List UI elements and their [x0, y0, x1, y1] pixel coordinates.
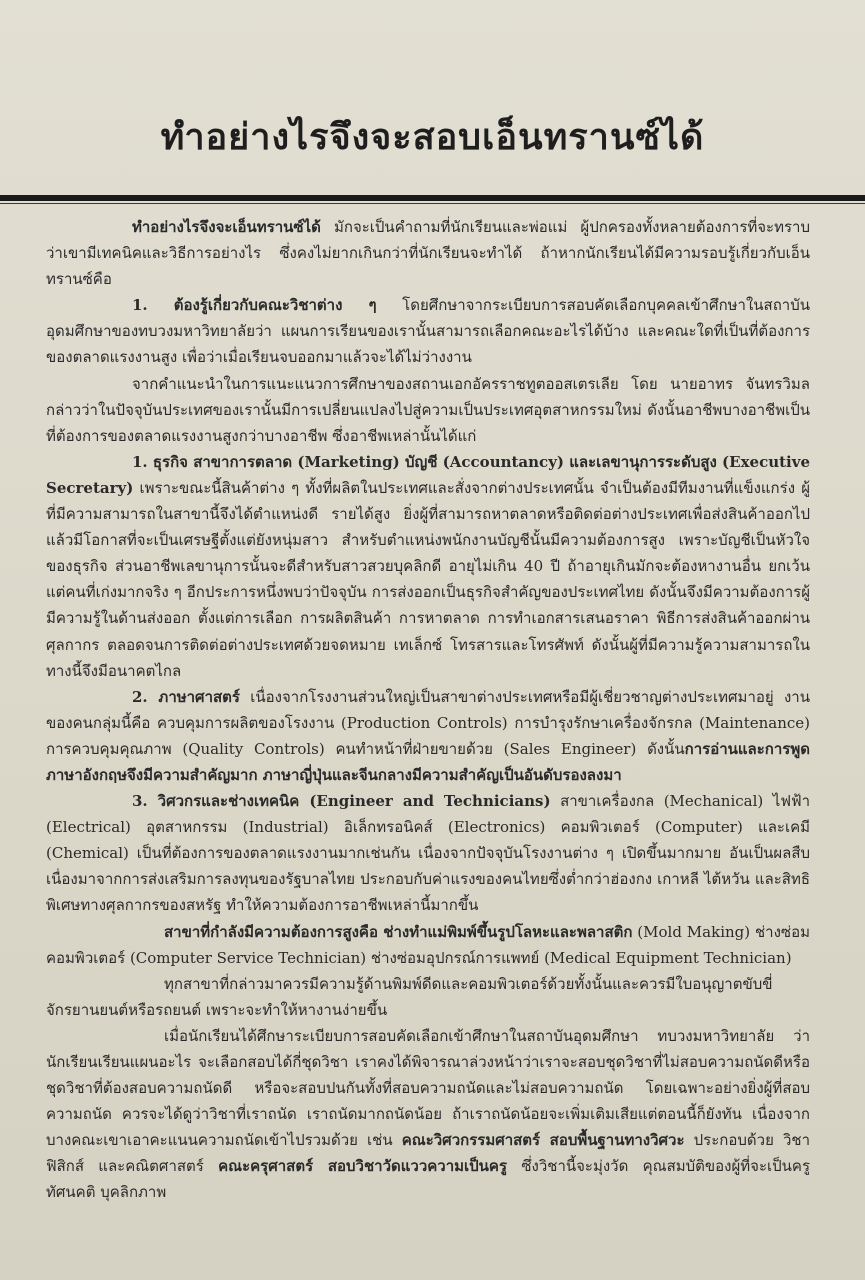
sub2-tail: การอ่านและการพูดภาษาอังกฤษจึงมีความสำคัญมาก ภาษาญี่ปุ่นและจีนกลางมีความสำคัญเป็นอันดับรองลงมา — [46, 739, 810, 784]
last-text: เมื่อนักเรียนได้ศึกษาระเบียบการสอบคัดเลือกเข้าศึกษาในสถาบันอุดมศึกษา ทบวงมหาวิทยาลัย ว่านักเรียนเรียนแผนอะไร จะเลือกสอบได้กี่ชุดวิชา เราคงได้พิจารณาล่วงหน้าว่าเราจะสอบชุดวิชาที่ไม่สอบความถนัดดีหรือชุดวิชาที่ต้องสอบความถนัดดี หรือจะสอบปนกันทั้งที่สอบความถนัดและไม่สอบความถนัด โดยเฉพาะอย่างยิ่งผู้ที่สอบความถนัด ควรจะได้ดูว่าวิชาที่เราถนัด เราถนัดมากถนัดน้อย ถ้าเราถนัดน้อยจะเพิ่มเติมเสียแต่ตอนนี้ก็ยังทัน เนื่องจากบางคณะเขาเอาคะแนนความถนัดเข้าไปรวมด้วย เช่น — [46, 1026, 810, 1150]
paragraph-sub-3 — [46, 788, 810, 918]
all-text: ทุกสาขาที่กล่าวมาควรมีความรู้ด้านพิมพ์ดีดและคอมพิวเตอร์ด้วยทั้งนั้นและควรมีใบอนุญาตขับขี่จักรยานยนต์หรือรถยนต์ เพราะจะทำให้หางานง่ายขึ้น — [46, 974, 773, 1019]
demand-lead: สาขาที่กำลังมีความต้องการสูงคือ ช่างทำแม่พิมพ์ขึ้นรูปโลหะและพลาสติก — [164, 922, 633, 941]
sub2-text: เนื่องจากโรงงานส่วนใหญ่เป็นสาขาต่างประเทศหรือมีผู้เชี่ยวชาญต่างประเทศมาอยู่ งานของคนกลุ่มนี้คือ ควบคุมการผลิตของโรงงาน (Production Controls) การบำรุงรักษาเครื่องจักรกล (Maintenance) การควบคุมคุณภาพ (Quality Controls) คนทำหน้าที่ฝ่ายขายด้วย (Sales Engineer) ดังนั้น — [46, 687, 810, 758]
paragraph-sub-2 — [46, 684, 810, 788]
sub1-text: เพราะขณะนี้สินค้าต่าง ๆ ทั้งที่ผลิตในประเทศและสั่งจากต่างประเทศนั้น จำเป็นต้องมีทีมงานที่แข็งแกร่ง ผู้ที่มีความสามารถในสาขานี้จึงได้ตำแหน่งดี รายได้สูง ยิ่งผู้ที่สามารถหาตลาดหรือติดต่อต่างประเทศเพื่อส่งสินค้าออกไปแล้วมีโอกาสที่จะเป็นเศรษฐีตั้งแต่ยังหนุ่มสาว สำหรับตำแหน่งพนักงานบัญชีนั้นมีความต้องการสูง เพราะบัญชีเป็นหัวใจของธุรกิจ ส่วนอาชีพเลขานุการนั้นจะดีสำหรับสาวสวยบุคลิกดี อายุไม่เกิน 40 ปี ถ้าอายุเกินมักจะต้องหางานอื่น ยกเว้นแต่คนที่เก่งมากจริง ๆ อีกประการหนึ่งพบว่าปัจจุบัน การส่งออกเป็นธุรกิจสำคัญของประเทศไทย ดังนั้นจึงมีความต้องการผู้มีความรู้ในด้านส่งออก ตั้งแต่การเลือก การผลิตสินค้า การหาตลาด การทำเอกสารเสนอราคา พิธีการส่งสินค้าออกผ่านศุลกากร ตลอดจนการติดต่อต่างประเทศด้วยจดหมาย เทเล็กซ์ โทรสารและโทรศัพท์ ดังนั้นผู้ที่มีความรู้ความสามารถในทางนี้จึงมีอนาคตไกล — [46, 478, 810, 680]
paragraph-advice — [46, 371, 810, 449]
last-text-3: ซึ่งวิชานี้จะมุ่งวัด คุณสมบัติของผู้ที่จะเป็นครู ทัศนคติ บุคลิกภาพ — [46, 1157, 810, 1202]
paragraph-all — [46, 971, 810, 1023]
page-title: ทำอย่างไรจึงจะสอบเอ็นทรานซ์ได้ — [160, 116, 705, 158]
intro-text: มักจะเป็นคำถามที่นักเรียนและพ่อแม่ ผู้ปกครองทั้งหลายต้องการที่จะทราบว่าเขามีเทคนิคและวิธีการอย่างไร ซึ่งคงไม่ยากเกินกว่าที่นักเรียนจะทำได้ ถ้าหากนักเรียนได้มีความรอบรู้เกี่ยวกับเอ็นทรานซ์คือ — [46, 218, 810, 289]
sub3-text: สาขาเครื่องกล (Mechanical) ไฟฟ้า (Electrical) อุตสาหกรรม (Industrial) อิเล็กทรอนิคส์ (Electronics) คอมพิวเตอร์ (Computer) และเคมี (Chemical) เป็นที่ต้องการของตลาดแรงงานมากเช่นกัน เนื่องจากปัจจุบันโรงงานต่าง ๆ เปิดขึ้นมากมาย อันเป็นผลสืบเนื่องมาจากการส่งเสริมการลงทุนของรัฐบาลไทย ประกอบกับค่าแรงของคนไทยซึ่งต่ำกว่าฮ่องกง เกาหลี ไต้หวัน และสิทธิพิเศษทางศุลกากรของสหรัฐ ทำให้ความต้องการอาชีพเหล่านี้มากขึ้น — [46, 792, 810, 915]
paragraph-item-1 — [46, 292, 810, 370]
sub2-lead: 2. ภาษาศาสตร์ — [132, 687, 240, 706]
item1-text: โดยศึกษาจากระเบียบการสอบคัดเลือกบุคคลเข้าศึกษาในสถาบันอุดมศึกษาของทบวงมหาวิทยาลัยว่า แผนการเรียนของเรานั้นสามารถเลือกคณะอะไรได้บ้าง และคณะใดที่เป็นที่ต้องการของตลาดแรงงานสูง เพื่อว่าเมื่อเรียนจบออกมาแล้วจะได้ไม่ว่างงาน — [46, 296, 810, 367]
paragraph-sub-1 — [46, 449, 810, 684]
intro-lead: ทำอย่างไรจึงจะเอ็นทรานซ์ได้ — [132, 218, 321, 236]
item1-lead: 1. ต้องรู้เกี่ยวกับคณะวิชาต่าง ๆ — [132, 296, 377, 315]
last-text-2: ประกอบด้วย วิชาฟิสิกส์ และคณิตศาสตร์ — [46, 1131, 811, 1176]
title-divider-thin — [0, 203, 865, 204]
title-divider-thick — [0, 195, 865, 201]
article-body — [46, 214, 810, 1206]
paragraph-last — [46, 1023, 810, 1206]
last-bold-2: คณะครุศาสตร์ สอบวิชาวัดแววความเป็นครู — [218, 1157, 508, 1176]
last-bold-1: คณะวิศวกรรมศาสตร์ สอบพื้นฐานทางวิศวะ — [401, 1131, 685, 1150]
advice-text: จากคำแนะนำในการแนะแนวการศึกษาของสถานเอกอัครราชทูตออสเตรเลีย โดย นายอาทร จันทรวิมล กล่าวว่าในปัจจุบันประเทศของเรานั้นมีการเปลี่ยนแปลงไปสู่ความเป็นประเทศอุตสาหกรรมใหม่ ดังนั้นอาชีพบางอาชีพเป็นที่ต้องการของตลาดแรงงานสูงกว่าบางอาชีพ ซึ่งอาชีพเหล่านั้นได้แก่ — [46, 374, 810, 445]
demand-text: (Mold Making) ช่างซ่อมคอมพิวเตอร์ (Computer Service Technician) ช่างซ่อมอุปกรณ์การแพทย์ (Medical Equipment Technician) — [46, 922, 810, 967]
paragraph-intro — [46, 214, 810, 292]
sub3-lead: 3. วิศวกรและช่างเทคนิค (Engineer and Technicians) — [132, 792, 551, 811]
sub1-lead: 1. ธุรกิจ สาขาการตลาด (Marketing) บัญชี (Accountancy) และเลขานุการระดับสูง (Executive Secretary) — [46, 452, 810, 497]
paragraph-demand — [46, 919, 810, 971]
